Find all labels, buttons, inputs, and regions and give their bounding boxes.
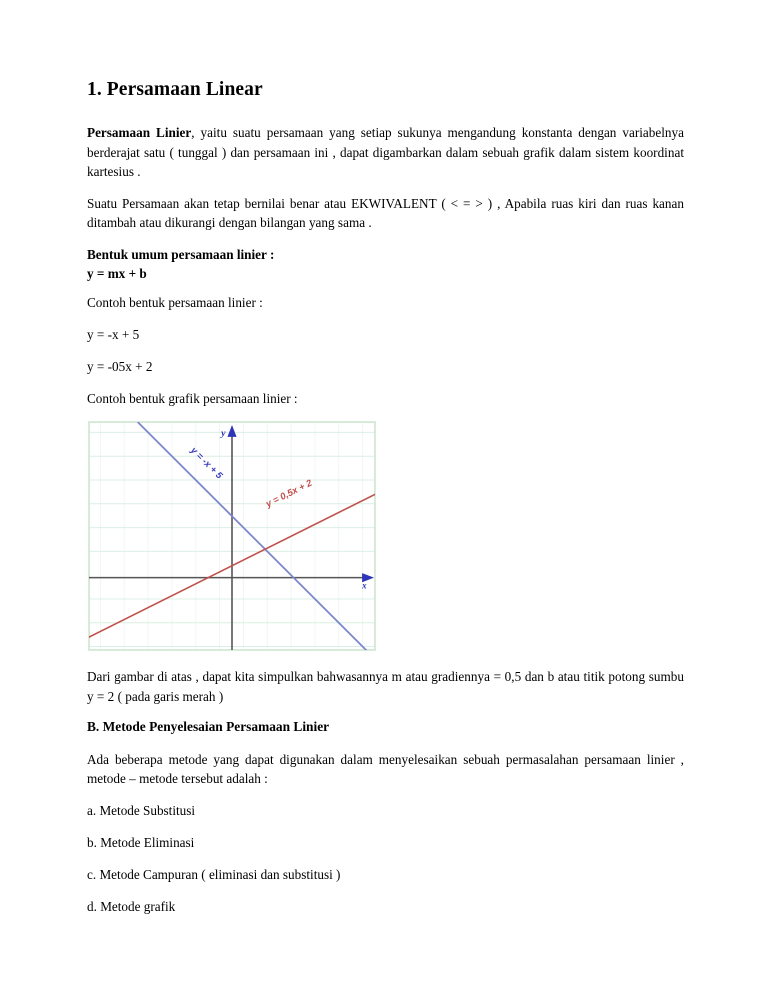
series-label-red: y = 0,5x + 2 [263, 477, 314, 510]
line-series-blue [138, 422, 373, 650]
y-axis-arrow-icon [227, 425, 236, 437]
series-label-blue: y = -x + 5 [188, 444, 226, 482]
definition-term: Persamaan Linier [87, 125, 192, 141]
example-equation-2: y = -05x + 2 [87, 359, 153, 375]
graph-plot [89, 422, 375, 650]
example-equation-1: y = -x + 5 [87, 327, 140, 343]
list-item: d. Metode grafik [87, 899, 176, 915]
list-item: a. Metode Substitusi [87, 802, 196, 818]
paragraph-definition [87, 123, 684, 181]
x-axis-label: x [362, 580, 367, 591]
graph-intro: Contoh bentuk grafik persamaan linier : [87, 391, 298, 407]
general-form-equation: y = mx + b [87, 266, 147, 282]
list-item: c. Metode Campuran ( eliminasi dan substitusi ) [87, 867, 341, 883]
page-title: 1. Persamaan Linear [87, 79, 263, 100]
linear-equation-graph [88, 421, 376, 651]
section-b-heading: B. Metode Penyelesaian Persamaan Linier [87, 719, 330, 735]
paragraph-methods-intro: Ada beberapa metode yang dapat digunakan dalam menyelesaikan sebuah permasalahan persamaan linier , metode – metode tersebut adalah : [87, 752, 684, 787]
paragraph-equivalent: Suatu Persamaan akan tetap bernilai benar atau EKWIVALENT ( < = > ) , Apabila ruas kiri dan ruas kanan ditambah atau dikurangi dengan bilangan yang sama . [87, 195, 684, 231]
list-item: b. Metode Eliminasi [87, 834, 195, 850]
y-axis-label: y [221, 428, 226, 440]
paragraph-after-graph: Dari gambar di atas , dapat kita simpulkan bahwasannya m atau gradiennya = 0,5 dan b atau titik potong sumbu y = 2 ( pada garis merah ) [87, 669, 684, 704]
definition-body: , yaitu suatu persamaan yang setiap sukunya mengandung konstanta dengan variabelnya berderajat satu ( tunggal ) dan persamaan ini , dapat digambarkan dalam sebuah grafik dalam sistem koordinat kartesius . [87, 125, 684, 180]
example-intro: Contoh bentuk persamaan linier : [87, 294, 263, 310]
general-form-label: Bentuk umum persamaan linier : [87, 247, 275, 263]
